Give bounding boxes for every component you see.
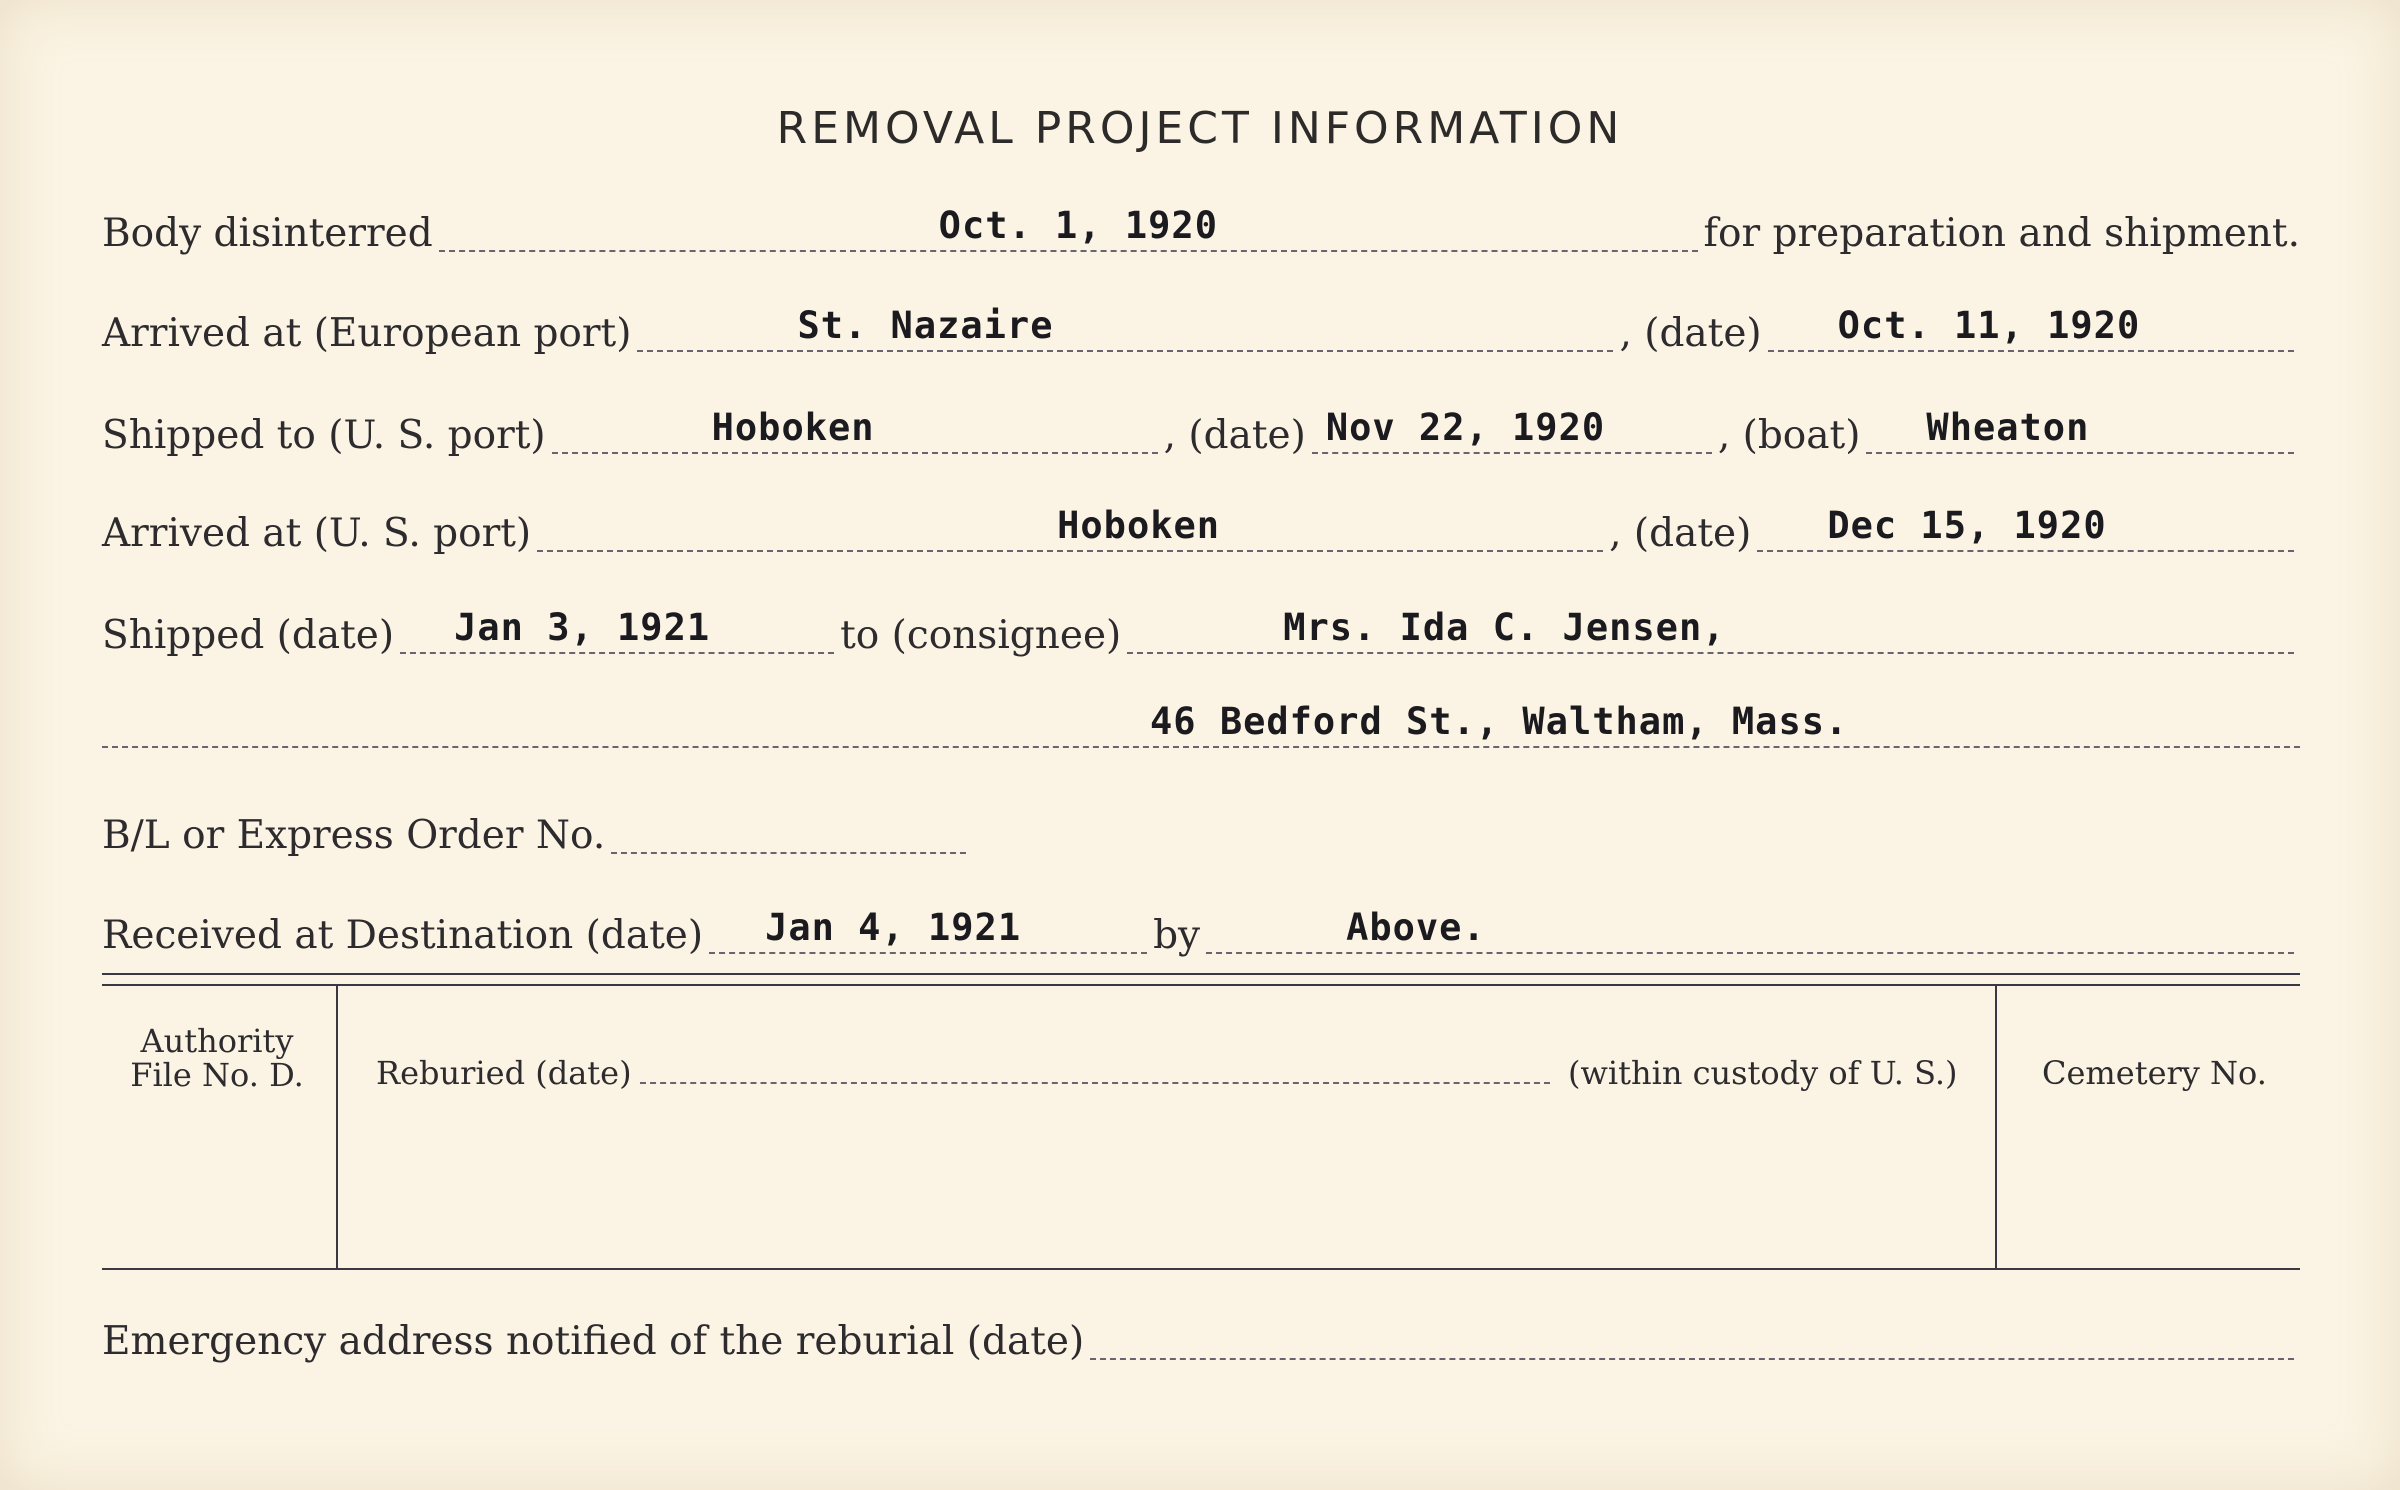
reburied-date-label: Reburied (date): [376, 1054, 632, 1092]
shipped-us-port-label: Shipped to (U. S. port): [102, 413, 546, 458]
european-port-date: Oct. 11, 1920: [1837, 304, 2141, 347]
consignee-address-field: [102, 696, 2300, 748]
received-by-field: [1206, 902, 2294, 954]
row-emergency-address: [102, 1316, 2300, 1366]
shipped-us-date-field: [1312, 402, 1712, 454]
boat-label: , (boat): [1717, 413, 1861, 458]
consignee-field: [1127, 602, 2294, 654]
european-port-date-field: [1768, 300, 2294, 352]
consignee-address: 46 Bedford St., Waltham, Mass.: [1150, 700, 1849, 743]
row-consignee-address: [102, 700, 2300, 754]
body-disinterred-label: Body disinterred: [102, 211, 433, 256]
authority-file-text: Authority File No. D.: [130, 1022, 304, 1094]
custody-label: (within custody of U. S.): [1568, 1054, 1958, 1092]
shipped-date-field: [400, 602, 834, 654]
bl-order-field: [611, 802, 966, 854]
authority-divider: [336, 986, 338, 1268]
preparation-shipment-text: for preparation and shipment.: [1703, 211, 2300, 256]
received-by: Above.: [1346, 906, 1486, 949]
authority-file-label: [112, 1024, 322, 1092]
received-by-label: by: [1153, 913, 1201, 958]
arrived-us-date-field: [1757, 500, 2294, 552]
shipped-us-port-field: [552, 402, 1158, 454]
body-disinterred-field: [439, 200, 1698, 252]
row-shipped-consignee: [102, 606, 2300, 660]
shipped-date: Jan 3, 1921: [454, 606, 711, 649]
bl-order-label: B/L or Express Order No.: [102, 813, 606, 858]
arrived-us-port-field: [537, 500, 1603, 552]
row-bl-order: [102, 810, 972, 860]
received-date-label: Received at Destination (date): [102, 913, 704, 958]
body-disinterred-date: Oct. 1, 1920: [938, 204, 1218, 247]
received-date-field: [709, 902, 1147, 954]
table-top-rule-inner: [102, 984, 2300, 986]
european-port-date-label: , (date): [1619, 311, 1762, 356]
arrived-us-date-label: , (date): [1609, 511, 1752, 556]
shipped-date-label: Shipped (date): [102, 613, 395, 658]
european-port-label: Arrived at (European port): [102, 311, 632, 356]
emergency-address-field: [1090, 1308, 2294, 1360]
row-received-destination: [102, 906, 2300, 960]
row-shipped-us-port: [102, 406, 2300, 460]
arrived-us-port-value: Hoboken: [1057, 504, 1221, 547]
cemetery-divider: [1995, 986, 1997, 1268]
row-european-port: [102, 304, 2300, 358]
table-top-rule: [102, 973, 2300, 975]
european-port-value: St. Nazaire: [797, 304, 1054, 347]
european-port-field: [637, 300, 1613, 352]
shipped-us-date-label: , (date): [1163, 413, 1306, 458]
arrived-us-date: Dec 15, 1920: [1827, 504, 2107, 547]
form-title: REMOVAL PROJECT INFORMATION: [776, 103, 1624, 154]
row-body-disinterred: [102, 204, 2300, 258]
shipped-us-port-value: Hoboken: [711, 406, 875, 449]
consignee-label: to (consignee): [840, 613, 1122, 658]
received-date: Jan 4, 1921: [765, 906, 1022, 949]
boat-value: Wheaton: [1926, 406, 2090, 449]
table-bottom-rule: [102, 1268, 2300, 1270]
shipped-us-date: Nov 22, 1920: [1325, 406, 1606, 449]
consignee-name: Mrs. Ida C. Jensen,: [1283, 606, 1726, 649]
emergency-address-label: Emergency address notified of the reburial (date): [102, 1319, 1085, 1364]
cemetery-no-label: Cemetery No.: [2042, 1054, 2267, 1092]
row-arrived-us-port: [102, 504, 2300, 558]
arrived-us-port-label: Arrived at (U. S. port): [102, 511, 532, 556]
reburied-date-field: [640, 1082, 1550, 1084]
boat-field: [1866, 402, 2294, 454]
